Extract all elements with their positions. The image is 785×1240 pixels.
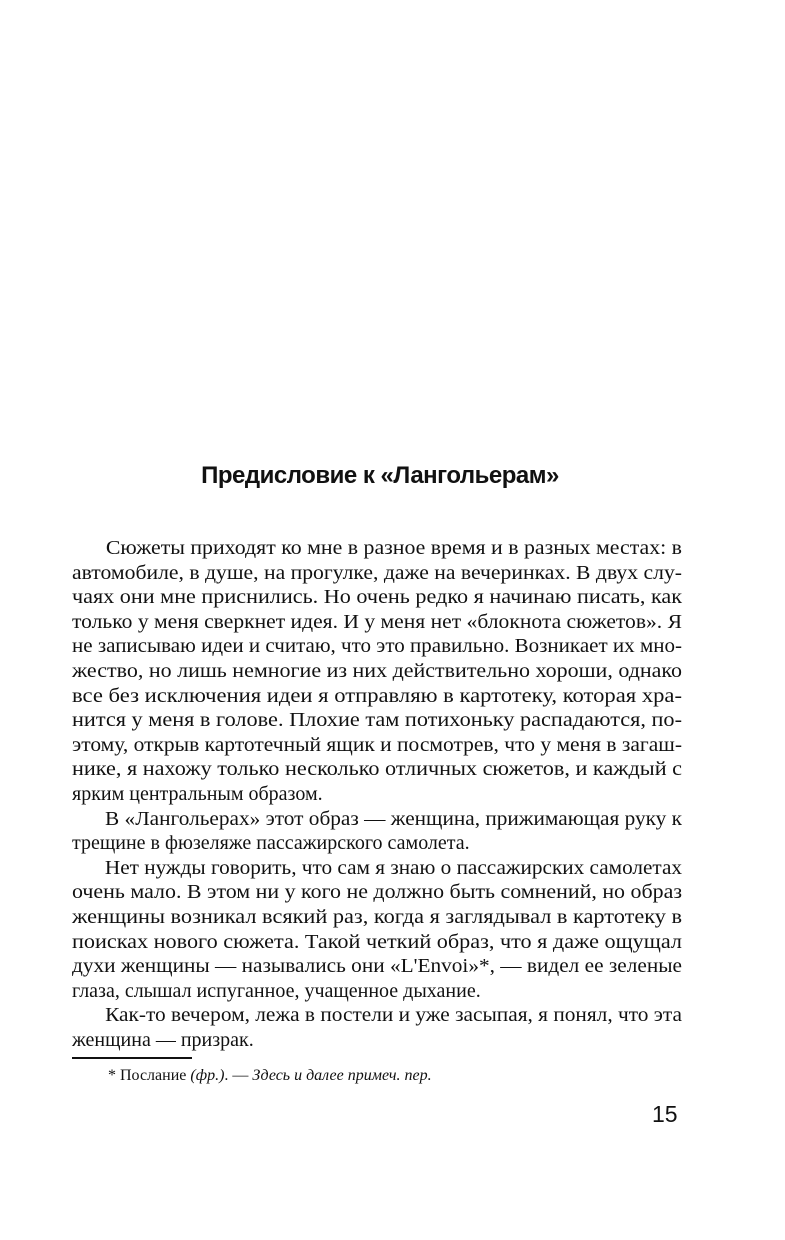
text-line: этому, открыв картотечный ящик и посмотрев, что у меня в загаш- (72, 733, 682, 756)
text-line: не записываю идеи и считаю, что это правильно. Возникает их мно- (72, 635, 682, 658)
footnote-lang: (фр.) (190, 1067, 225, 1084)
page-number: 15 (652, 1101, 678, 1127)
text-line: только у меня сверкнет идея. И у меня нет «блокнота сюжетов». Я (72, 610, 682, 633)
footnote-divider (72, 1057, 192, 1059)
text-line: глаза, слышал испуганное, учащенное дыхание. (72, 979, 481, 1002)
body-text (72, 536, 682, 1052)
text-line: нится у меня в голове. Плохие там потихоньку распадаются, по- (72, 709, 683, 732)
text-line: ярким центральным образом. (72, 782, 323, 805)
chapter-title: Предисловие к «Лангольерам» (201, 462, 559, 489)
text-line: духи женщины — назывались они «L'Envoi»*, — видел ее зеленые (72, 955, 682, 978)
text-line: В «Лангольерах» этот образ — женщина, прижимающая руку к (105, 807, 683, 830)
text-line: Сюжеты приходят ко мне в разное время и в разных местах: в (105, 537, 682, 559)
text-line: Нет нужды говорить, что сам я знаю о пассажирских самолетах (104, 856, 683, 879)
text-line: нике, я нахожу только несколько отличных сюжетов, и каждый с (72, 758, 682, 781)
footnote-mark: * Послание (108, 1067, 191, 1084)
footnote-note: Здесь и далее примеч. пер. (252, 1067, 432, 1084)
text-line: женщина — призрак. (72, 1028, 254, 1051)
text-line: чаях они мне приснились. Но очень редко я начинаю писать, как (72, 586, 682, 609)
text-line: жество, но лишь немногие из них действительно хороши, однако (72, 659, 682, 682)
text-line: автомобиле, в душе, на прогулке, даже на вечеринках. В двух слу- (72, 561, 682, 584)
text-line: Как-то вечером, лежа в постели и уже засыпая, я понял, что эта (105, 1004, 682, 1027)
text-line: очень мало. В этом ни у кого не должно быть сомнений, но образ (72, 881, 682, 904)
text-line: поисках нового сюжета. Такой четкий образ, что я даже ощущал (72, 930, 682, 953)
text-line: женщины возникал всякий раз, когда я заглядывал в картотеку в (72, 905, 682, 928)
text-line: все без исключения идеи я отправляю в картотеку, которая хра- (72, 684, 682, 707)
footnote (108, 1067, 432, 1085)
text-line: трещине в фюзеляже пассажирского самолета. (72, 832, 470, 855)
footnote-sep: . — (224, 1067, 253, 1084)
